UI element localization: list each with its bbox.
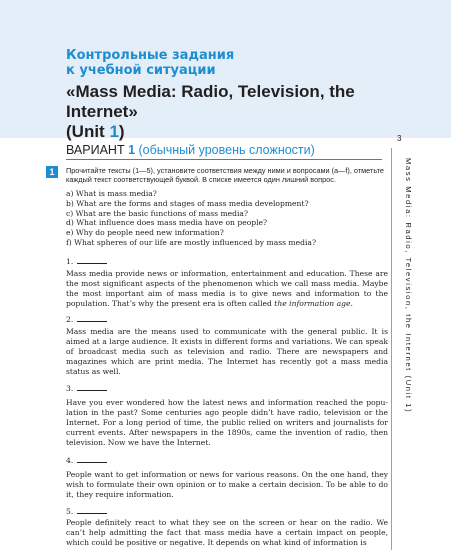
text-passage-2: Mass media are the means used to communicate with the general public. It is aimed at a large audience. It exists in different forms and variations. We can speak of broadcast media such as television and radio. There are newspapers and magazines which are print media. The Internet has recently got a mass media status as well. bbox=[66, 327, 388, 377]
page-number: 3 bbox=[397, 134, 402, 143]
page-title-prefix: (Unit bbox=[66, 122, 110, 141]
question-list bbox=[66, 189, 388, 248]
page-title-line-2 bbox=[66, 122, 406, 142]
task-number-badge: 1 bbox=[46, 166, 58, 178]
text-emphasis: the information age bbox=[274, 299, 351, 309]
answer-line-4[interactable] bbox=[66, 456, 107, 465]
variant-level: (обычный уровень сложности) bbox=[135, 143, 315, 157]
answer-blank[interactable] bbox=[77, 456, 107, 463]
question-item: f) What spheres of our life are mostly influenced by mass media? bbox=[66, 237, 317, 247]
unit-number: 1 bbox=[109, 122, 119, 141]
text-number: 1. bbox=[66, 257, 74, 266]
section-title-line-1: Контрольные задания bbox=[66, 48, 235, 63]
variant-number: 1 bbox=[128, 143, 136, 157]
text-number: 3. bbox=[66, 384, 74, 393]
variant-divider bbox=[66, 159, 382, 160]
answer-line-2[interactable] bbox=[66, 315, 107, 324]
text-passage-1 bbox=[66, 269, 388, 309]
variant-heading bbox=[66, 143, 315, 157]
question-item: e) Why do people need new information? bbox=[66, 228, 224, 238]
page-title-suffix: ) bbox=[118, 122, 125, 141]
text-tail: . bbox=[350, 299, 353, 309]
answer-blank[interactable] bbox=[77, 315, 107, 322]
section-title bbox=[66, 48, 396, 78]
question-item: a) What is mass media? bbox=[66, 189, 157, 198]
text-passage-5: People definitely react to what they see on the screen or hear on the radio. We can’t help admitting the fact that mass media have a certain impact on people, which could be positive or negative. It depends on what kind of information is bbox=[66, 518, 388, 548]
answer-line-5[interactable] bbox=[66, 507, 107, 516]
task-instruction: Прочитайте тексты (1—5), установите соответствия между ними и вопросами (a—f), отметьте каждый текст соответствующей буквой. В списке имеется один лишний вопрос. bbox=[66, 166, 384, 184]
text-body: Mass media provide news or information, entertainment and education. These are the most significant aspects of the phenomenon which we call mass media. Maybe the most important aim of mass media is to give news and information to the population. That’s why the present era is often called bbox=[66, 269, 388, 309]
question-item: d) What influence does mass media have on people? bbox=[66, 218, 268, 228]
answer-blank[interactable] bbox=[77, 257, 107, 264]
text-number: 5. bbox=[66, 507, 74, 516]
question-item: c) What are the basic functions of mass media? bbox=[66, 208, 249, 218]
variant-label: ВАРИАНТ bbox=[66, 143, 129, 157]
page-title-line-1: «Mass Media: Radio, Television, the Internet» bbox=[66, 82, 355, 121]
text-passage-3: Have you ever wondered how the latest news and information reached the population in the past? Some centuries ago people didn’t have radio, television or the Internet. For a long period of time, the public relied on writers and journalists for current events. After newspapers in the 1890s, came the invention of radio, then television. Now we have the Internet. bbox=[66, 398, 388, 448]
text-number: 4. bbox=[66, 456, 74, 465]
page-title bbox=[66, 82, 406, 142]
answer-line-1[interactable] bbox=[66, 257, 107, 266]
answer-blank[interactable] bbox=[77, 507, 107, 514]
answer-blank[interactable] bbox=[77, 384, 107, 391]
text-passage-4: People want to get information or news for various reasons. On the one hand, they wish to formulate their own opinion or to make a certain decision. To be able to do it, they require information. bbox=[66, 470, 388, 500]
question-item: b) What are the forms and stages of mass media development? bbox=[66, 198, 309, 208]
running-head: Mass Media: Radio, Television, the Internet (Unit 1) bbox=[404, 158, 413, 414]
answer-line-3[interactable] bbox=[66, 384, 107, 393]
text-number: 2. bbox=[66, 315, 74, 324]
section-title-line-2: к учебной ситуации bbox=[66, 63, 216, 78]
sidebar-rule bbox=[391, 148, 392, 550]
